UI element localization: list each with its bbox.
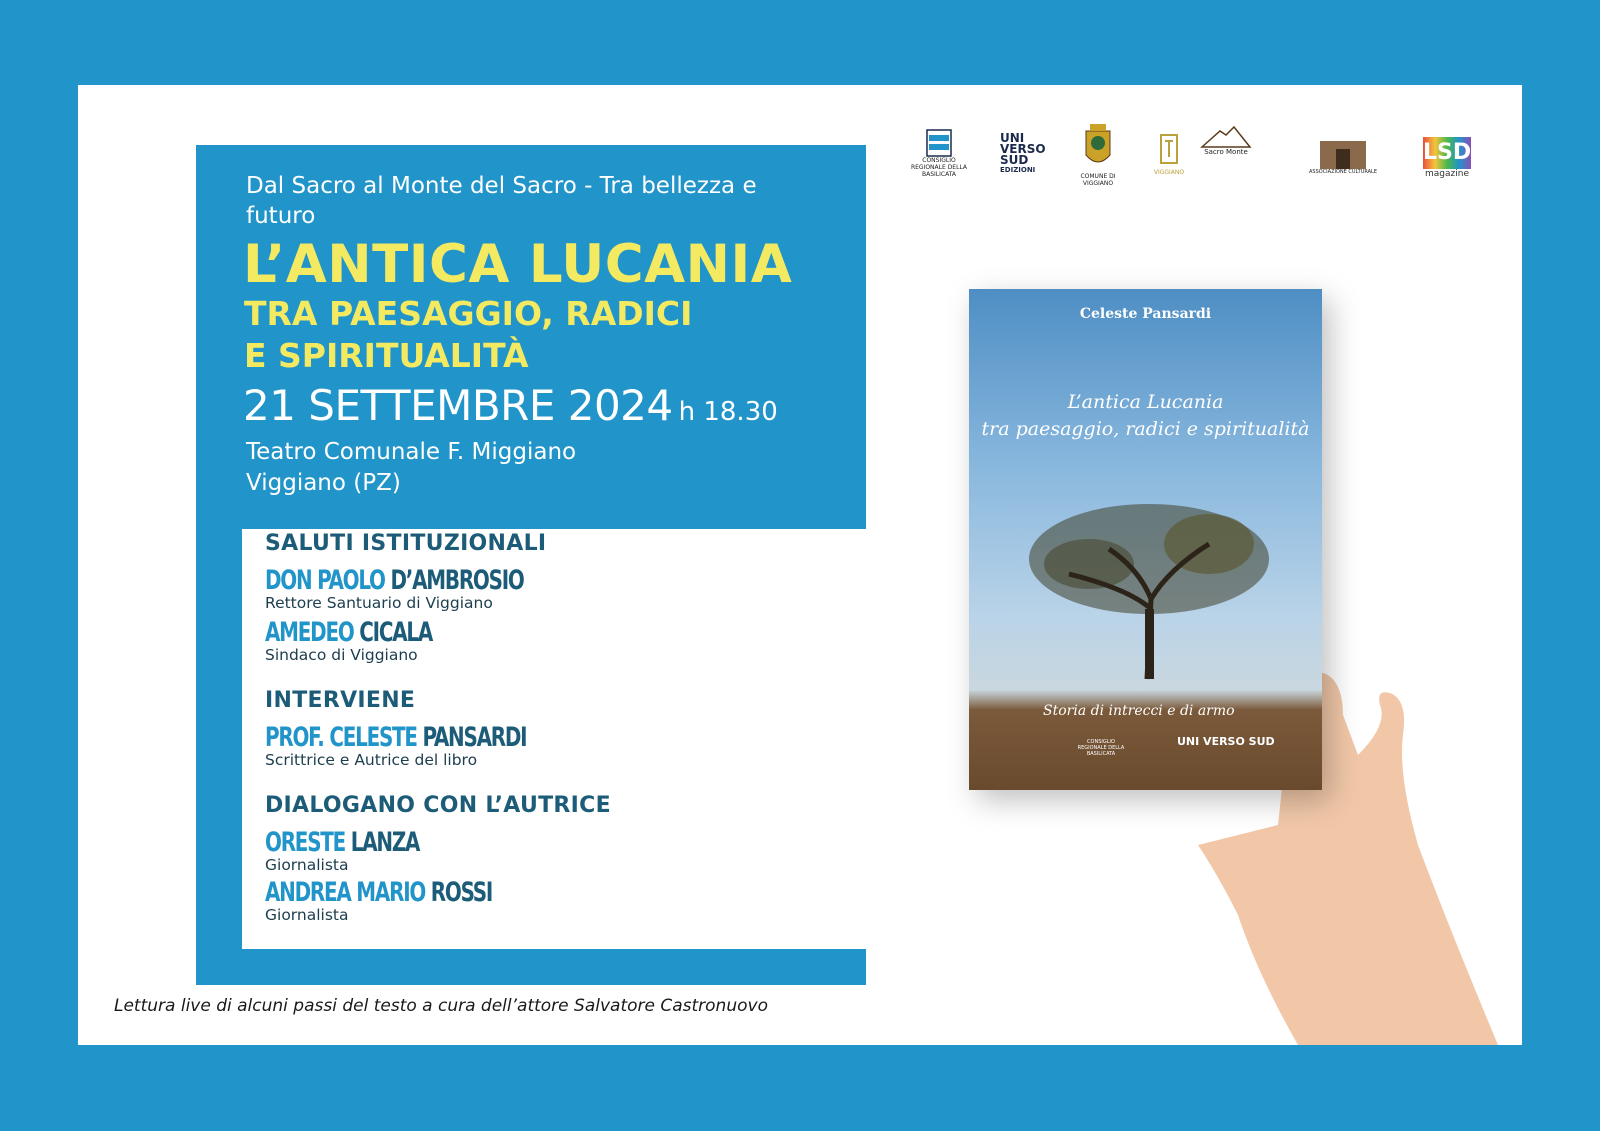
sacro-monte-logo: Sacro Monte	[1198, 125, 1254, 156]
tree-image	[1009, 489, 1289, 689]
event-date: 21 SETTEMBRE 2024 h 18.30	[243, 381, 778, 430]
lsd-magazine-logo: LSD magazine	[1423, 137, 1471, 179]
person-item: ORESTE LANZA Giornalista	[265, 827, 420, 874]
viggiano-logo: VIGGIANO	[1149, 129, 1189, 176]
speaker-heading: INTERVIENE	[265, 688, 416, 713]
associazione-logo: ASSOCIAZIONE CULTURALE	[1283, 137, 1403, 176]
series-title: Dal Sacro al Monte del Sacro - Tra bellezza e futuro	[246, 173, 757, 229]
book-subtitle: Storia di intrecci e di armo	[1043, 703, 1235, 719]
event-time: h 18.30	[678, 397, 778, 427]
event-venue: Teatro Comunale F. Miggiano Viggiano (PZ)	[246, 439, 577, 496]
poster-sheet	[78, 85, 1522, 1045]
reading-note: Lettura live di alcuni passi del testo a cura dell’attore Salvatore Castronuovo	[114, 996, 768, 1016]
dialogue-heading: DIALOGANO CON L’AUTRICE	[265, 793, 611, 818]
person-item: AMEDEO CICALA Sindaco di Viggiano	[265, 617, 433, 664]
person-item: DON PAOLO D’AMBROSIO Rettore Santuario di Viggiano	[265, 565, 524, 612]
book-cover	[969, 289, 1322, 790]
event-title: L’ANTICA LUCANIA	[243, 234, 793, 295]
consiglio-regionale-logo: CONSIGLIO REGIONALE DELLA BASILICATA	[904, 129, 974, 178]
comune-viggiano-crest: COMUNE DI VIGGIANO	[1078, 121, 1118, 187]
universo-sud-logo: UNI VERSO SUD EDIZIONI	[1000, 131, 1046, 174]
person-item: PROF. CELESTE PANSARDI Scrittrice e Autrice del libro	[265, 722, 527, 769]
book-publisher-right: UNI VERSO SUD	[1177, 735, 1275, 748]
book-title: L’antica Lucania tra paesaggio, radici e spiritualità	[981, 391, 1310, 440]
book-publisher-left: CONSIGLIO REGIONALE DELLA BASILICATA	[1077, 739, 1125, 757]
book-author: Celeste Pansardi	[1079, 306, 1212, 322]
greetings-heading: SALUTI ISTITUZIONALI	[265, 531, 547, 556]
event-title-sub: TRA PAESAGGIO, RADICI E SPIRITUALITÀ	[244, 294, 693, 375]
person-item: ANDREA MARIO ROSSI Giornalista	[265, 877, 493, 924]
